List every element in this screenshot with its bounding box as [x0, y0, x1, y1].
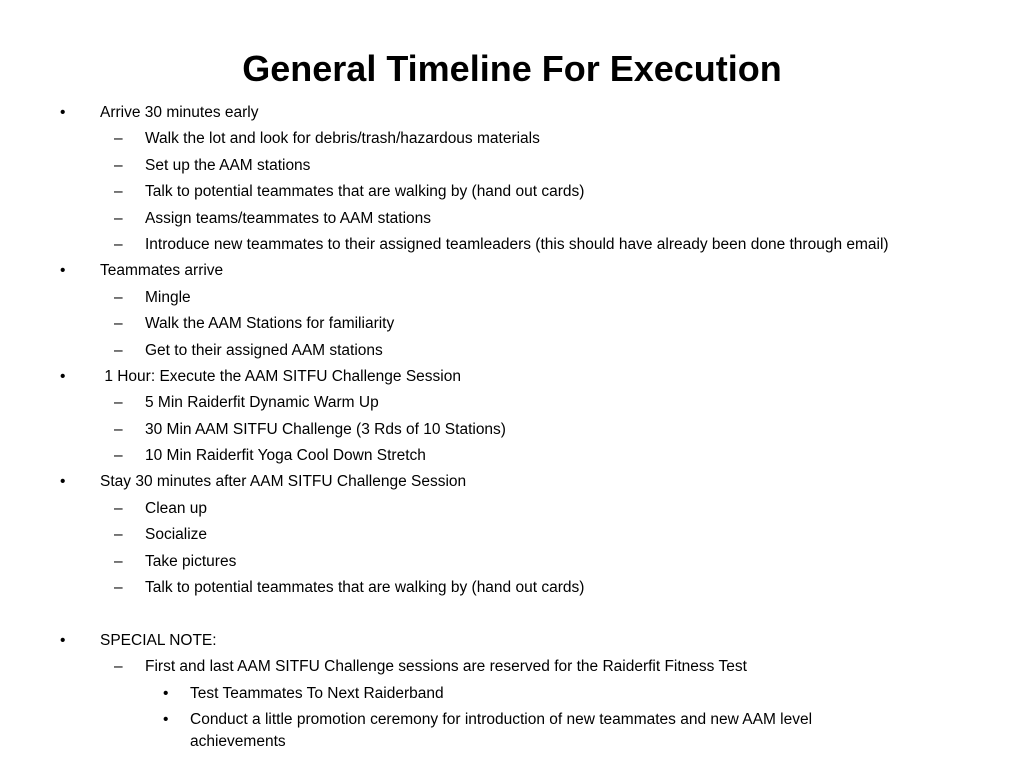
- bullet-item: [0, 471, 920, 493]
- bullet-text: Walk the lot and look for debris/trash/hazardous materials: [145, 130, 540, 148]
- bullet-text: Clean up: [145, 499, 208, 517]
- sub-bullet-item: [0, 392, 920, 414]
- bullet-text: Conduct a little promotion ceremony for introduction of new teammates and new AAM level achievements: [190, 710, 817, 750]
- bullet-text: 5 Min Raiderfit Dynamic Warm Up: [145, 394, 379, 412]
- sub-bullet-item: [0, 419, 920, 441]
- sub-bullet-item: [0, 498, 920, 520]
- bullet-text: Socialize: [145, 526, 208, 544]
- bullet-item: [0, 260, 920, 282]
- sub-bullet-item: [0, 577, 920, 599]
- bullet-marker: •: [163, 684, 169, 702]
- bullet-text: Introduce new teammates to their assigned teamleaders (this should have already been done through email): [145, 235, 889, 253]
- sub-bullet-item: [0, 287, 920, 309]
- slide-body: [0, 102, 1024, 757]
- dash-marker: –: [114, 526, 123, 544]
- dash-marker: –: [114, 288, 123, 306]
- sub-bullet-item: [0, 234, 920, 256]
- dash-marker: –: [114, 552, 123, 570]
- sub-bullet-item: [0, 208, 920, 230]
- dash-marker: –: [114, 658, 123, 676]
- bullet-text: First and last AAM SITFU Challenge sessions are reserved for the Raiderfit Fitness Test: [145, 658, 747, 676]
- dash-marker: –: [114, 315, 123, 333]
- bullet-text: Take pictures: [145, 552, 237, 570]
- bullet-text: 30 Min AAM SITFU Challenge (3 Rds of 10 Stations): [145, 420, 506, 438]
- sub-sub-bullet-item: [0, 683, 910, 705]
- sub-bullet-item: [0, 155, 920, 177]
- sub-bullet-item: [0, 656, 920, 678]
- dash-marker: –: [114, 579, 123, 597]
- dash-marker: –: [114, 235, 123, 253]
- bullet-text: 1 Hour: Execute the AAM SITFU Challenge Session: [100, 367, 461, 385]
- dash-marker: –: [114, 130, 123, 148]
- bullet-text: Stay 30 minutes after AAM SITFU Challenge Session: [100, 473, 467, 491]
- dash-marker: –: [114, 209, 123, 227]
- dash-marker: –: [114, 183, 123, 201]
- bullet-text: Arrive 30 minutes early: [100, 104, 259, 121]
- dash-marker: –: [114, 341, 123, 359]
- bullet-text: 10 Min Raiderfit Yoga Cool Down Stretch: [145, 447, 426, 465]
- sub-sub-bullet-item: [0, 709, 910, 753]
- dash-marker: –: [114, 420, 123, 438]
- bullet-text: Talk to potential teammates that are walking by (hand out cards): [145, 183, 585, 201]
- sub-bullet-item: [0, 551, 920, 573]
- bullet-text: Test Teammates To Next Raiderband: [190, 684, 444, 702]
- bullet-text: SPECIAL NOTE:: [100, 631, 217, 649]
- dash-marker: –: [114, 156, 123, 174]
- sub-bullet-item: [0, 524, 920, 546]
- bullet-marker: •: [60, 104, 66, 121]
- bullet-marker: •: [60, 367, 66, 385]
- bullet-text: Talk to potential teammates that are walking by (hand out cards): [145, 579, 585, 597]
- list-spacer: [0, 603, 1024, 629]
- sub-bullet-item: [0, 128, 920, 150]
- bullet-marker: •: [60, 262, 66, 280]
- bullet-item: [0, 630, 920, 652]
- bullet-item: [0, 366, 920, 388]
- bullet-item: [0, 102, 920, 124]
- sub-bullet-item: [0, 340, 920, 362]
- dash-marker: –: [114, 499, 123, 517]
- bullet-text: Mingle: [145, 288, 191, 306]
- sub-bullet-item: [0, 181, 920, 203]
- dash-marker: –: [114, 447, 123, 465]
- bullet-text: Get to their assigned AAM stations: [145, 341, 383, 359]
- bullet-marker: •: [60, 473, 66, 491]
- bullet-text: Assign teams/teammates to AAM stations: [145, 209, 432, 227]
- bullet-text: Set up the AAM stations: [145, 156, 311, 174]
- bullet-marker: •: [60, 631, 66, 649]
- sub-bullet-item: [0, 445, 920, 467]
- bullet-marker: •: [163, 710, 169, 728]
- sub-bullet-item: [0, 313, 920, 335]
- bullet-text: Walk the AAM Stations for familiarity: [145, 315, 395, 333]
- bullet-text: Teammates arrive: [100, 262, 224, 280]
- dash-marker: –: [114, 394, 123, 412]
- slide-title: General Timeline For Execution: [242, 48, 782, 89]
